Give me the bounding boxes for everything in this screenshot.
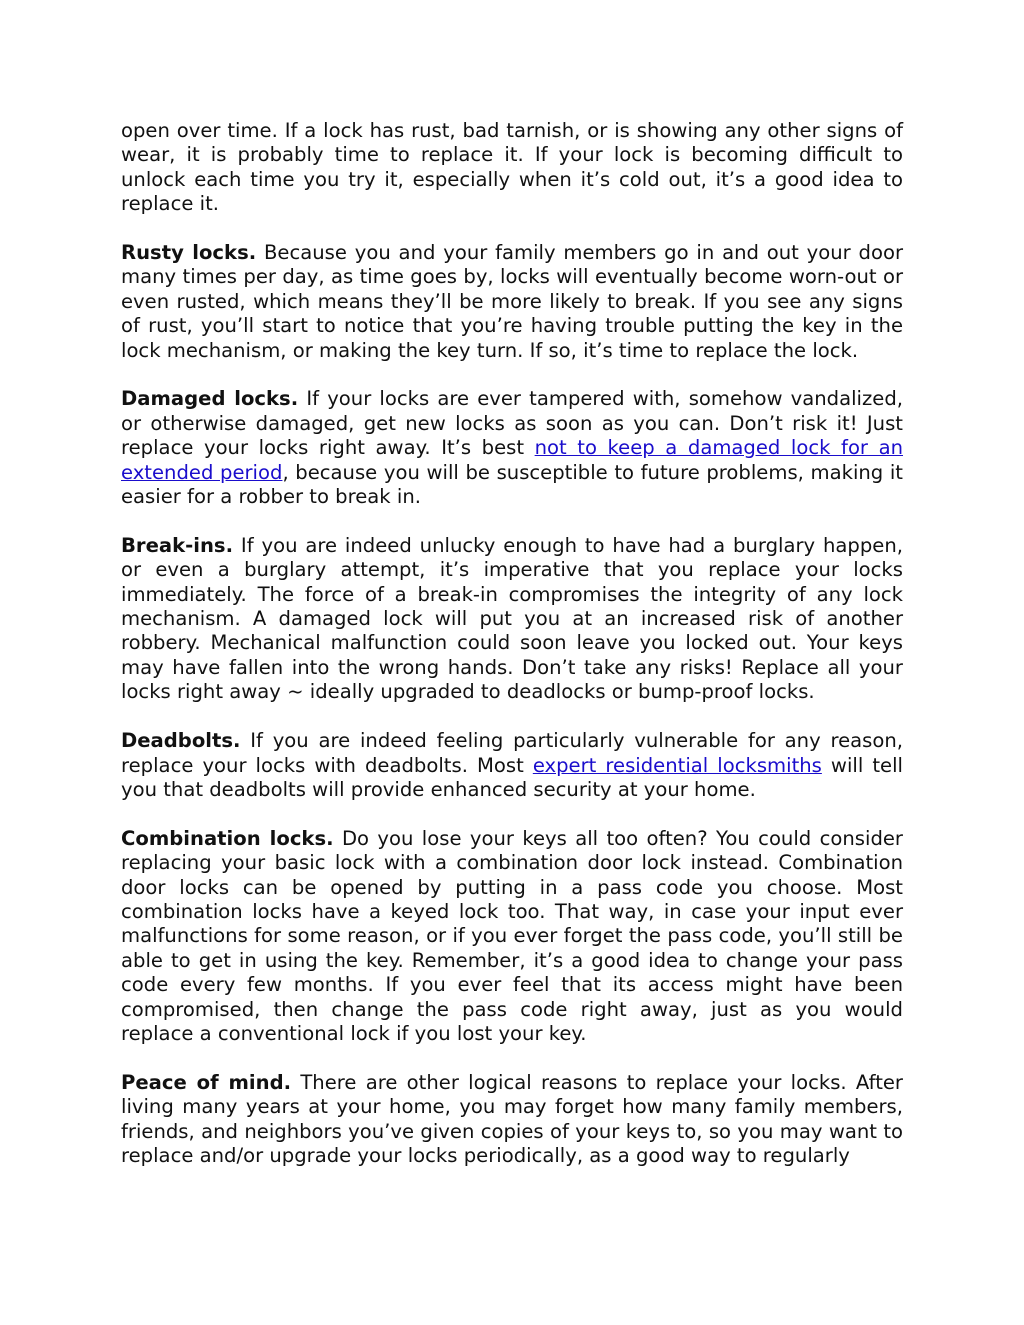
paragraph-text: Do you lose your keys all too often? You could consider replacing your basic lock with a combination door lock instead. Combination door locks can be opened by putting in a pass code you choose. Most combination locks have a keyed lock too. That way, in case your input ever malfunctions for some reason, or if you ever forget the pass code, you’ll still be able to get in using the key. Remember, it’s a good idea to change your pass code every few months. If you ever feel that its access might have been compromised, then change the pass code right away, just as you would replace a conventional lock if you lost your key. [121, 826, 903, 1045]
paragraph-damaged-locks [121, 387, 903, 509]
paragraph-heading-break-ins: Break-ins. [121, 533, 234, 557]
paragraph-text: If your locks are ever tampered with, somehow vandalized, or otherwise damaged, get new locks as soon as you can. Don’t risk it! Just replace your locks right away. It’s best [121, 387, 903, 460]
paragraph-text: If you are indeed unlucky enough to have had a burglary happen, or even a burglary attempt, it’s imperative that you replace your locks immediately. The force of a break-in compromises the integrity of any lock mechanism. A damaged lock will put you at an increased risk of another robbery. Mechanical malfunction could soon leave you locked out. Your keys may have fallen into the wrong hands. Don’t take any risks! Replace all your locks right away ~ ideally upgraded to deadlocks or bump-proof locks. [121, 533, 903, 704]
paragraph-rusty-locks [121, 241, 903, 363]
paragraph-heading-combination-locks: Combination locks. [121, 826, 334, 850]
paragraph-heading-rusty-locks: Rusty locks. [121, 241, 257, 265]
paragraph-text: If you are indeed feeling particularly vulnerable for any reason, replace your locks with deadbolts. Most [121, 729, 903, 777]
paragraph-heading-peace-of-mind: Peace of mind. [121, 1070, 292, 1094]
expert-locksmiths-link[interactable]: expert residential locksmiths [532, 753, 822, 777]
paragraph-text: will tell you that deadbolts will provide enhanced security at your home. [121, 753, 903, 801]
paragraph-break-ins [121, 534, 903, 705]
paragraph-lock-wear [121, 119, 903, 217]
paragraph-heading-deadbolts: Deadbolts. [121, 729, 241, 753]
paragraph-heading-damaged-locks: Damaged locks. [121, 387, 299, 411]
paragraph-deadbolts [121, 729, 903, 802]
paragraph-peace-of-mind [121, 1071, 903, 1169]
damaged-lock-link[interactable]: not to keep a damaged lock for an extended period [121, 436, 903, 484]
paragraph-combination-locks [121, 827, 903, 1047]
paragraph-text: , because you will be susceptible to future problems, making it easier for a robber to break in. [121, 460, 903, 509]
document-page [121, 119, 903, 1193]
paragraph-text: open over time. If a lock has rust, bad tarnish, or is showing any other signs of wear, it is probably time to replace it. If your lock is becoming difficult to unlock each time you try it, especially when it’s cold out, it’s a good idea to replace it. [121, 119, 903, 216]
paragraph-text: There are other logical reasons to replace your locks. After living many years at your home, you may forget how many family members, friends, and neighbors you’ve given copies of your keys to, so you may want to replace and/or upgrade your locks periodically, as a good way to regularly [121, 1070, 903, 1167]
paragraph-text: Because you and your family members go in and out your door many times per day, as time goes by, locks will eventually become worn-out or even rusted, which means they’ll be more likely to break. If you see any signs of rust, you’ll start to notice that you’re having trouble putting the key in the lock mechanism, or making the key turn. If so, it’s time to replace the lock. [121, 241, 903, 362]
